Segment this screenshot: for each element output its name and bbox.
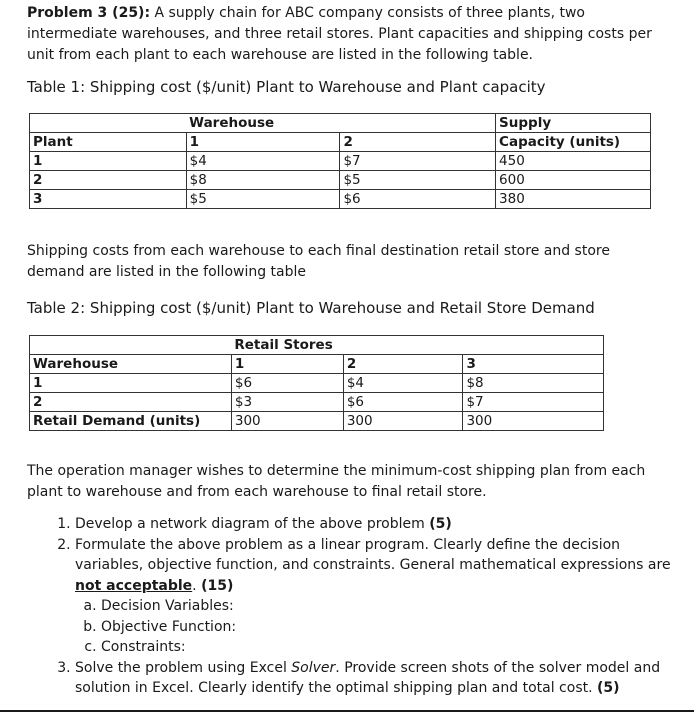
problem-statement — [27, 3, 657, 66]
demand-label: Retail Demand (units) — [30, 412, 232, 431]
divider — [0, 710, 694, 712]
table2-row-header: Warehouse — [30, 355, 232, 374]
table2-col-header: 3 — [463, 355, 604, 374]
problem-heading: Problem 3 (25): — [27, 5, 151, 21]
problem-intro: A supply chain for ABC company consists of three plants, two intermediate warehouses, and three retail stores. Plant capacities and shipping costs per unit from each plant to each warehouse are listed in the following table. — [27, 5, 652, 63]
list-item: 3. Solve the problem using Excel Solver. Provide screen shots of the solver model and solution in Excel. Clearly identify the optimal shipping plan and total cost. (5) — [75, 658, 690, 699]
table1-capacity-header: Capacity (units) — [496, 133, 651, 152]
list-item: 1. Develop a network diagram of the above problem (5) — [75, 514, 690, 535]
table1-caption: Table 1: Shipping cost ($/unit) Plant to Warehouse and Plant capacity — [27, 78, 546, 96]
table-row: 3 $5 $6 380 — [30, 190, 651, 209]
sub-list — [75, 596, 690, 658]
table2-col-header: 1 — [231, 355, 343, 374]
table-row: 1 $4 $7 450 — [30, 152, 651, 171]
table1-col-header: 1 — [186, 133, 340, 152]
table1-supply-header: Supply — [496, 114, 651, 133]
table1-row-header: Plant — [30, 133, 187, 152]
table1 — [29, 113, 651, 209]
list-item: a. Decision Variables: — [101, 596, 690, 617]
list-item: 2. Formulate the above problem as a linear program. Clearly define the decision variables, objective function, and constraints. General mathematical expressions are not acceptable. (15) a. Decision Variables: b. Objective Function: c. Constraints: — [75, 535, 690, 658]
list-item: b. Objective Function: — [101, 617, 690, 638]
table2 — [29, 335, 604, 431]
table1-col-header: 2 — [340, 133, 496, 152]
list-item: c. Constraints: — [101, 637, 690, 658]
table1-group-header: Warehouse — [186, 114, 340, 133]
emphasis-not-acceptable: not acceptable — [75, 577, 193, 594]
task-list — [53, 514, 690, 699]
between-paragraph: Shipping costs from each warehouse to each final destination retail store and store demand are listed in the following table — [27, 243, 610, 280]
table-row: 2 $8 $5 600 — [30, 171, 651, 190]
table2-caption: Table 2: Shipping cost ($/unit) Plant to Warehouse and Retail Store Demand — [27, 299, 595, 317]
table-row: 1 $6 $4 $8 — [30, 374, 604, 393]
table2-col-header: 2 — [343, 355, 463, 374]
table2-group-header: Retail Stores — [231, 336, 343, 355]
table-row: 2 $3 $6 $7 — [30, 393, 604, 412]
closing-paragraph: The operation manager wishes to determine the minimum-cost shipping plan from each plant to warehouse and from each warehouse to final retail store. — [27, 463, 646, 500]
table-row: Retail Demand (units) 300 300 300 — [30, 412, 604, 431]
